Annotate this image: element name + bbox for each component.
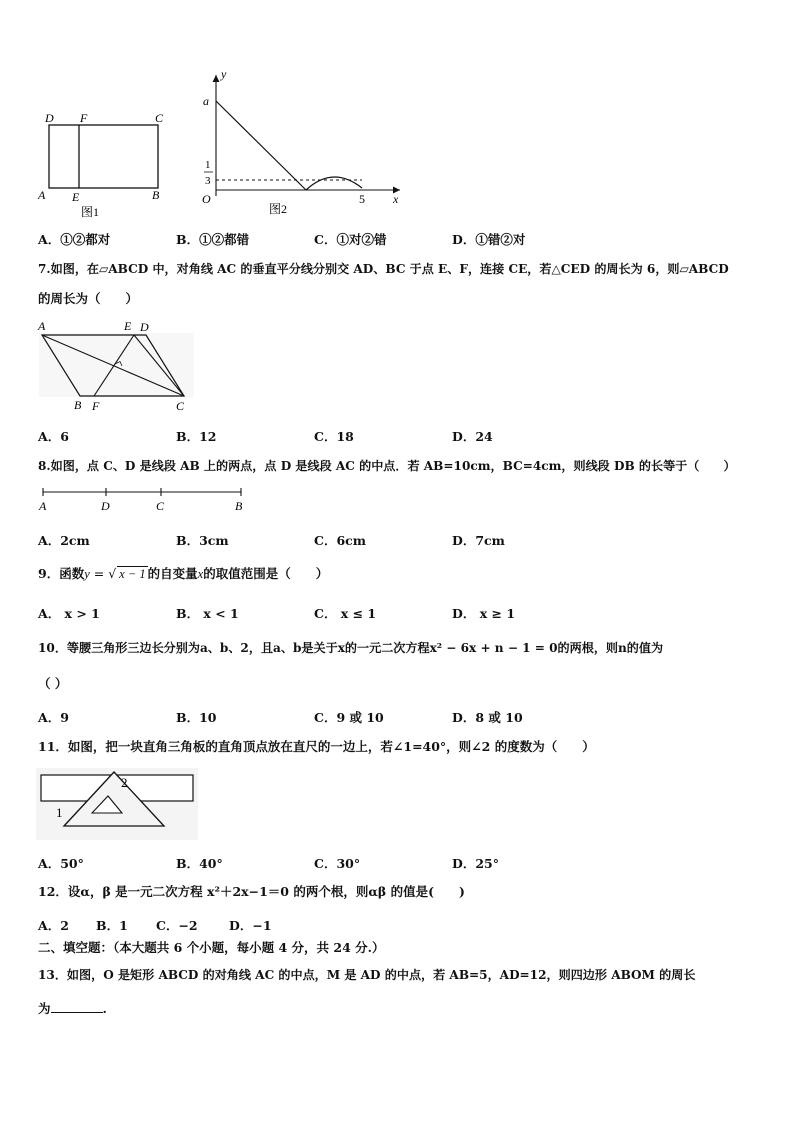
q12-text: 12．设α，β 是一元二次方程 x²＋2x−1＝0 的两个根，则αβ 的值是( ) xyxy=(38,884,465,899)
label-five: 5 xyxy=(359,192,365,206)
label-x: x xyxy=(393,192,399,206)
figure-1 xyxy=(36,108,166,220)
label-c: C xyxy=(176,399,185,413)
label-c: C xyxy=(155,111,164,125)
q10-option-a: A．9 xyxy=(38,710,69,725)
q7-option-d: D．24 xyxy=(452,429,493,444)
q6-option-a: A．①②都对 xyxy=(38,232,111,247)
label-b: B xyxy=(152,188,160,202)
q9-option-d: D． x ≥ 1 xyxy=(452,606,516,621)
label-a: A xyxy=(39,499,47,513)
q13-text-line2 xyxy=(38,1000,107,1017)
q6-option-c: C．①对②错 xyxy=(314,232,387,247)
q7-figure xyxy=(36,318,196,416)
q8-option-b: B．3cm xyxy=(176,533,229,548)
angle-1-label: 1 xyxy=(56,805,63,820)
q8-text: 8.如图，点 C、D 是线段 AB 上的两点，点 D 是线段 AC 的中点．若 AB=10cm，BC=4cm，则线段 DB 的长等于（ ） xyxy=(38,459,736,473)
q10-text-line1: 10．等腰三角形三边长分别为a、b、2，且a、b是关于x的一元二次方程x² − 6x + n − 1 = 0的两根，则n的值为 xyxy=(38,641,664,655)
q9-suffix-a: 的自变量 xyxy=(147,566,198,581)
q11-option-b: B．40° xyxy=(176,856,223,871)
q9-option-c: C． x ≤ 1 xyxy=(314,606,377,621)
figure-2 xyxy=(196,70,406,220)
q8-figure xyxy=(36,484,251,514)
angle-2-label: 2 xyxy=(121,775,128,790)
q13-line2-prefix: 为 xyxy=(38,1001,51,1016)
q9-text: 9．函数y = √ x − 1 的自变量x的取值范围是（ ） xyxy=(38,566,329,581)
q7-option-a: A．6 xyxy=(38,429,69,444)
q7-text-line2: 的周长为（ ） xyxy=(38,291,139,306)
y-axis-arrow xyxy=(213,75,220,82)
q10-option-b: B．10 xyxy=(176,710,217,725)
label-d: D xyxy=(140,320,149,334)
label-origin: O xyxy=(202,192,211,206)
graph-line xyxy=(216,101,306,190)
label-b: B xyxy=(74,398,82,412)
graph-arc xyxy=(306,177,362,190)
q9-prefix: 9．函数 xyxy=(38,566,85,581)
rectangle-abcd xyxy=(49,125,158,188)
label-e: E xyxy=(72,190,80,204)
q9-suffix-b: 的取值范围是（ ） xyxy=(203,566,329,581)
q9-formula-eq: = xyxy=(89,566,109,581)
q13-text-line1: 13．如图，O 是矩形 ABCD 的对角线 AC 的中点，M 是 AD 的中点，若 AB=5，AD=12，则四边形 ABOM 的周长 xyxy=(38,968,696,982)
label-f: F xyxy=(80,111,88,125)
q9-var: x xyxy=(197,567,204,581)
q7-option-c: C．18 xyxy=(314,429,354,444)
figure-background xyxy=(39,333,194,397)
label-c: C xyxy=(156,499,165,513)
q12-option-c: C．−2 xyxy=(156,918,198,933)
q10-option-d: D．8 或 10 xyxy=(452,710,523,725)
label-e: E xyxy=(124,319,132,333)
label-y: y xyxy=(221,70,227,81)
q11-option-d: D．25° xyxy=(452,856,499,871)
q11-figure xyxy=(36,768,198,840)
q13-line2-suffix: . xyxy=(102,1001,107,1016)
label-a: a xyxy=(203,94,209,108)
label-b: B xyxy=(235,499,243,513)
label-fraction-denominator: 3 xyxy=(205,175,211,187)
q8-option-c: C．6cm xyxy=(314,533,366,548)
q12-option-b: B．1 xyxy=(96,918,128,933)
label-d: D xyxy=(45,111,54,125)
q9-option-b: B． x < 1 xyxy=(176,606,239,621)
q9-formula-lhs: y xyxy=(84,567,90,581)
q12-option-a: A．2 xyxy=(38,918,69,933)
q8-option-a: A．2cm xyxy=(38,533,90,548)
label-a: A xyxy=(38,319,46,333)
q9-formula-radicand: x − 1 xyxy=(119,567,146,581)
q10-option-c: C．9 或 10 xyxy=(314,710,384,725)
label-d: D xyxy=(101,499,110,513)
q11-option-a: A．50° xyxy=(38,856,84,871)
q10-text-line2: （ ） xyxy=(38,676,68,691)
label-a: A xyxy=(38,188,46,202)
label-f: F xyxy=(92,399,100,413)
figure-2-caption: 图2 xyxy=(269,202,288,216)
q7-option-b: B．12 xyxy=(176,429,217,444)
q7-text-line1: 7.如图，在▱ABCD 中，对角线 AC 的垂直平分线分别交 AD、BC 于点 E、F，连接 CE，若△CED 的周长为 6，则▱ABCD xyxy=(38,262,729,276)
q8-option-d: D．7cm xyxy=(452,533,505,548)
q11-option-c: C．30° xyxy=(314,856,361,871)
q11-text: 11．如图，把一块直角三角板的直角顶点放在直尺的一边上，若∠1=40°，则∠2 的度数为（ ） xyxy=(38,739,595,754)
label-fraction-numerator: 1 xyxy=(205,159,211,171)
q6-option-d: D．①错②对 xyxy=(452,232,526,247)
q9-option-a: A． x > 1 xyxy=(38,606,100,621)
figure-1-caption: 图1 xyxy=(81,205,100,219)
q13-answer-blank[interactable] xyxy=(51,1000,103,1013)
section-2-title: 二、填空题：（本大题共 6 个小题，每小题 4 分，共 24 分.） xyxy=(38,940,385,955)
q12-option-d: D．−1 xyxy=(229,918,272,933)
q6-option-b: B．①②都错 xyxy=(176,232,250,247)
